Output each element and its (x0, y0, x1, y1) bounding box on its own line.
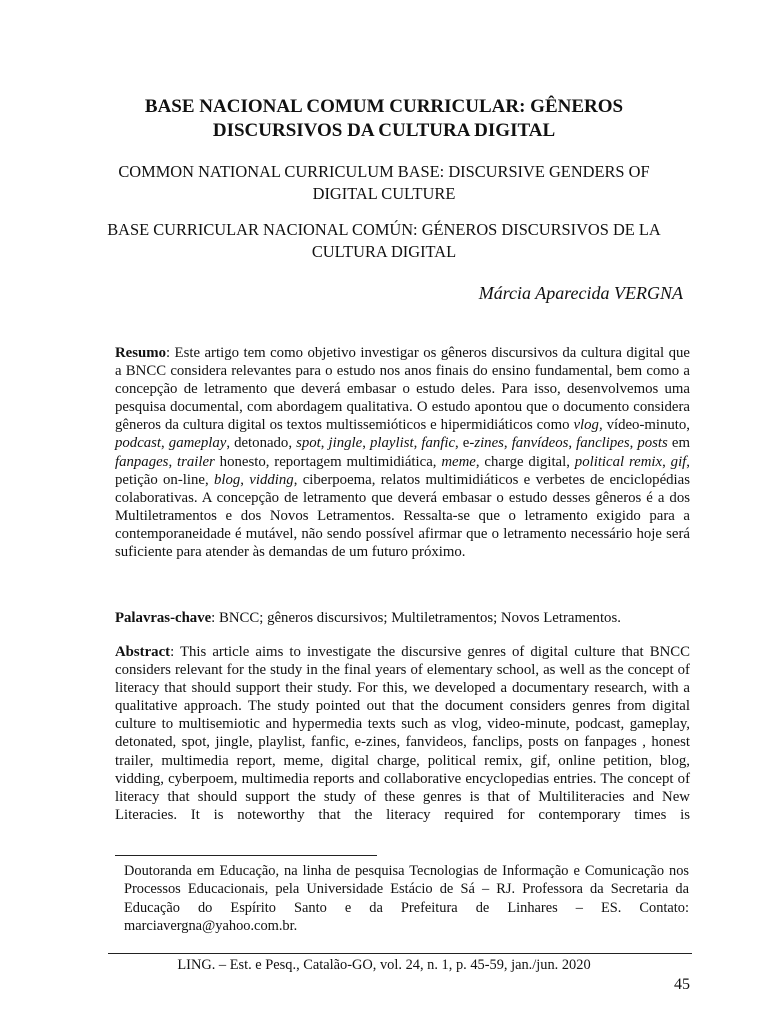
term-italic: fanfic (421, 435, 456, 452)
term-italic: blog (213, 471, 241, 488)
term-italic: jingle (328, 435, 363, 452)
resumo-text: , (320, 435, 329, 452)
term-italic: zines (474, 435, 504, 452)
resumo-text: honesto, reportagem multimidiática, (214, 453, 442, 470)
resumo-text: , petição on-line, (115, 453, 690, 488)
resumo-text: : Este artigo tem como objetivo investigar os gêneros discursivos da cultura digital que a BNCC considera relevantes para o estudo nos anos finais do ensino fundamental, bem como a concepção de letramento que deverá embasar o estudo deles. Para isso, desenvolvemos uma pesquisa documental, com abordagem qualitativa. O estudo apontou que o documento considera gêneros da cultura digital os textos multissemióticos e hipermidiáticos como (115, 345, 690, 434)
abstract-paragraph (115, 643, 690, 824)
term-italic: fanvídeos (511, 435, 569, 452)
journal-citation: LING. – Est. e Pesq., Catalão-GO, vol. 24, n. 1, p. 45-59, jan./jun. 2020 (177, 957, 591, 973)
resumo-text: , (629, 435, 638, 452)
term-italic: vidding (249, 471, 294, 488)
resumo-text: , (362, 435, 370, 452)
abstract-text: : This article aims to investigate the discursive genres of digital culture that BNCC considers relevant for the study in the final years of elementary school, as well as the concept of literacy that should support their study. For this, we developed a documentary research, with a qualitative approach. The study pointed out that the document considers genres from digital culture to multisemiotic and hypermedia texts such as vlog, video-minute, podcast, gameplay, detonated, spot, jingle, playlist, fanfic, e-zines, fanvideos, fanclips, posts on fanpages , honest trailer, multimedia report, meme, digital charge, political remix, gif, online petition, blog, vidding, cyberpoem, multimedia reports and collaborative encyclopedias entries. The concept of literacy that should support the study of these genres is that of Multiliteracies and New Literacies. It is noteworthy that the literacy required for contemporary times is (115, 644, 690, 823)
resumo-text: , (503, 435, 512, 452)
author-name: Márcia Aparecida VERGNA (478, 283, 683, 303)
resumo-text: , e- (455, 435, 475, 452)
term-italic: posts (637, 435, 668, 452)
footnote: Doutoranda em Educação, na linha de pesquisa Tecnologias de Informação e Comunicação nos Processos Educacionais, pela Universidade Estácio de Sá – RJ. Professora da Secretaria da Educação do Espírito Santo e da Prefeitura de Linhares – ES. Contato: marciavergna@yahoo.com.br. (124, 863, 689, 934)
resumo-text: , (413, 435, 422, 452)
term-italic: playlist (370, 435, 414, 452)
title-spanish: BASE CURRICULAR NACIONAL COMÚN: GÉNEROS DISCURSIVOS DE LA CULTURA DIGITAL (107, 220, 661, 261)
keywords-text: : BNCC; gêneros discursivos; Multiletramentos; Novos Letramentos. (211, 610, 621, 626)
resumo-text: , (168, 453, 177, 470)
resumo-text: , (568, 435, 577, 452)
resumo-paragraph (115, 344, 690, 561)
term-italic: podcast (115, 435, 162, 452)
title-english: COMMON NATIONAL CURRICULUM BASE: DISCURSIVE GENDERS OF DIGITAL CULTURE (118, 162, 650, 203)
term-italic: fanclipes (576, 435, 630, 452)
term-italic: political remix (574, 453, 663, 470)
resumo-text: , detonado, (226, 435, 297, 452)
resumo-label: Resumo (115, 345, 166, 361)
footnote-divider (115, 855, 377, 856)
page-number: 45 (674, 976, 690, 993)
resumo-text: em (667, 435, 690, 452)
term-italic: meme (441, 453, 476, 470)
title-portuguese: BASE NACIONAL COMUM CURRICULAR: GÊNEROS DISCURSIVOS DA CULTURA DIGITAL (144, 96, 624, 141)
resumo-text: , (161, 435, 169, 452)
term-italic: trailer (177, 453, 215, 470)
term-italic: vlog (573, 417, 599, 434)
term-italic: spot (296, 435, 321, 452)
resumo-text: , (662, 453, 671, 470)
term-italic: gameplay (168, 435, 227, 452)
resumo-text: , (240, 471, 250, 488)
keywords-label: Palavras-chave (115, 610, 212, 626)
abstract-label: Abstract (115, 644, 171, 660)
resumo-text: , ciberpoema, relatos multimidiáticos e verbetes de enciclopédias colaborativas. A concepção de letramento que deverá embasar o estudo desses gêneros é a dos Multiletramentos e dos Novos Letramentos. Ressalta-se que o letramento exigido para a contemporaneidade é mutável, não sendo possível afirmar que o letramento necessário hoje será suficiente para atender às demandas de um futuro próximo. (115, 471, 690, 561)
term-italic: fanpages (115, 453, 169, 470)
keywords-paragraph (115, 609, 690, 627)
footer-divider (108, 953, 692, 954)
resumo-text: , charge digital, (475, 453, 575, 470)
resumo-text: , vídeo-minuto, (598, 417, 690, 434)
term-italic: gif (670, 453, 687, 470)
